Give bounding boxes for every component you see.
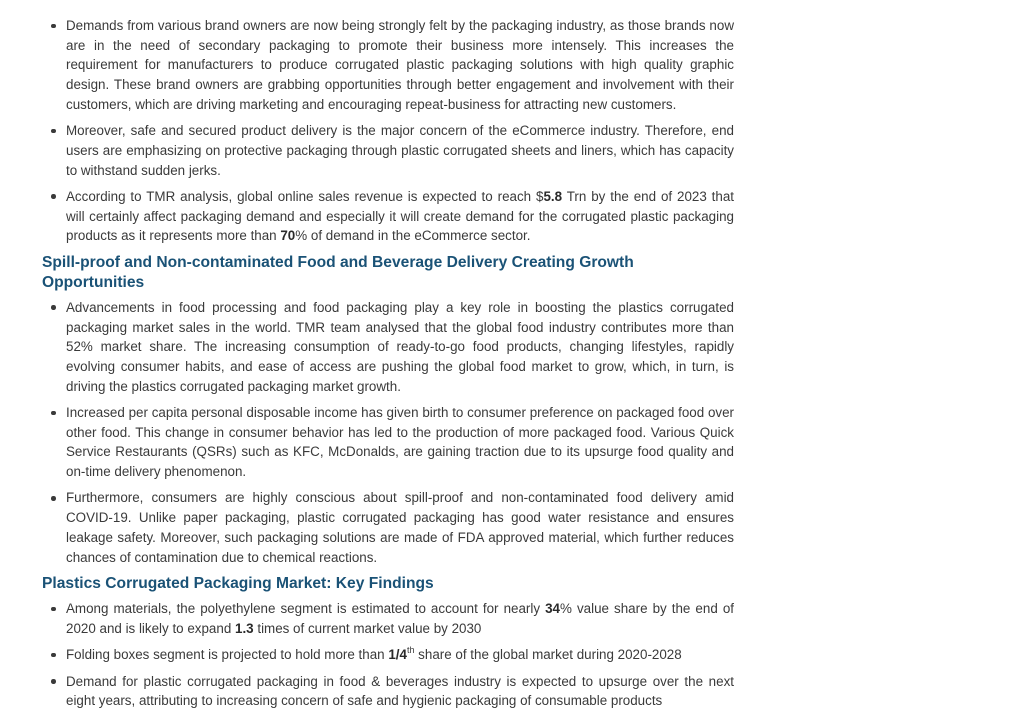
- list-item: [66, 599, 734, 638]
- text-run: Among materials, the polyethylene segment is estimated to account for nearly: [66, 601, 546, 617]
- bullet-list-food-beverage: [42, 298, 734, 567]
- emphasized-value: 70: [280, 228, 296, 244]
- list-item: [66, 16, 734, 115]
- text-run: Moreover, safe and secured product delivery is the major concern of the eCommerce industry. Therefore, end users are emphasizing on protective packaging through plastic corrugated sheets and liners, which has capacity to withstand sudden jerks.: [66, 123, 734, 178]
- article-content: [42, 16, 734, 718]
- text-run: Folding boxes segment is projected to hold more than: [66, 647, 389, 663]
- text-run: % of demand in the eCommerce sector.: [295, 228, 531, 244]
- text-run: % value share by the end of 2020 and is likely to expand: [66, 601, 734, 636]
- section-heading-food-beverage: Spill-proof and Non-contaminated Food and Beverage Delivery Creating Growth Opportunities: [42, 253, 634, 291]
- list-item: [66, 121, 734, 180]
- list-item: [66, 645, 734, 665]
- text-run: Trn by the end of 2023 that will certainly affect packaging demand and especially it will create demand for the corrugated plastic packaging products as it represents more than: [66, 188, 735, 244]
- superscript-text: th: [406, 645, 415, 656]
- emphasized-value: 1.3: [235, 620, 254, 636]
- text-run: Advancements in food processing and food packaging play a key role in boosting the plastics corrugated packaging market sales in the world. TMR team analysed that the global food industry contributes more than 52% market share. The increasing consumption of ready-to-go food products, changing lifestyles, rapidly evolving consumer habits, and ease of access are pushing the global food market to grow, which, in turn, is driving the plastics corrugated packaging market growth.: [66, 299, 734, 394]
- text-run: According to TMR analysis, global online sales revenue is expected to reach $: [66, 188, 544, 204]
- text-run: Furthermore, consumers are highly conscious about spill-proof and non-contaminated food delivery amid COVID-19. Unlike paper packaging, plastic corrugated packaging has good water resistance and ensures leakage safety. Moreover, such packaging solutions are made of FDA approved material, which further reduces chances of contamination due to chemical reactions.: [66, 490, 734, 565]
- text-run: times of current market value by 2030: [253, 620, 482, 636]
- list-item: [66, 187, 734, 246]
- bullet-list-demand-drivers: [42, 16, 734, 246]
- list-item: [66, 403, 734, 482]
- list-item: [66, 298, 734, 397]
- list-item: [66, 672, 734, 711]
- emphasized-value: 1/4: [388, 647, 407, 663]
- emphasized-value: 5.8: [543, 188, 563, 204]
- emphasized-value: 34: [545, 601, 560, 617]
- text-run: Demands from various brand owners are now being strongly felt by the packaging industry, as those brands now are in the need of secondary packaging to promote their business more intensely. This increases the requirement for manufacturers to produce corrugated plastic packaging solutions with high quality graphic design. These brand owners are grabbing opportunities through better engagement and involvement with their customers, which are driving marketing and encouraging repeat-business for attracting new customers.: [66, 18, 734, 112]
- text-run: Demand for plastic corrugated packaging in food & beverages industry is expected to upsurge over the next eight years, attributing to increasing concern of safe and hygienic packaging of consumable products: [66, 673, 734, 709]
- text-run: Increased per capita personal disposable income has given birth to consumer preference on packaged food over other food. This change in consumer behavior has led to the production of more packaged food. Various Quick Service Restaurants (QSRs) such as KFC, McDonalds, are gaining traction due to its upsurge food quality and on-time delivery phenomenon.: [66, 405, 734, 480]
- list-item: [66, 488, 734, 567]
- text-run: share of the global market during 2020-2028: [414, 647, 682, 663]
- section-heading-key-findings: Plastics Corrugated Packaging Market: Key Findings: [42, 575, 434, 593]
- bullet-list-key-findings: [42, 599, 734, 711]
